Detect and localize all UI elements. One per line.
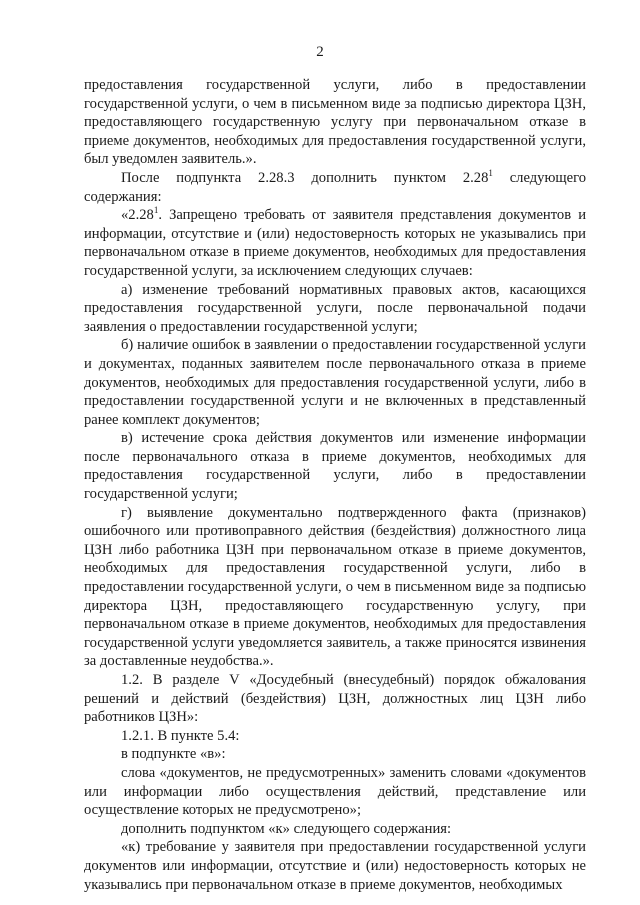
paragraph-text: После подпункта 2.28.3 дополнить пунктом 2.28	[121, 169, 489, 186]
paragraph-subpoint-v-heading: в подпункте «в»:	[121, 746, 226, 763]
paragraph-replace-words: слова «документов, не предусмотренных» заменить словами «документов или информации либо осуществления действий, представление или осуществление которых не предусмотрено»;	[84, 764, 586, 819]
superscript: 1	[153, 205, 159, 216]
paragraph-text: . Запрещено требовать от заявителя представления документов и информации, отсутствие и (или) недостоверность которых не указывались при первоначальном отказе в приеме документов, необходимых для предоставления государственной услуги, за исключением следующих случаев:	[84, 207, 586, 279]
paragraph-text: следующего содержания:	[84, 169, 587, 205]
paragraph-point-2-28-1	[84, 206, 586, 280]
paragraph-section-1-2: 1.2. В разделе V «Досудебный (внесудебный) порядок обжалования решений и действий (бездействия) ЦЗН, должностных лиц ЦЗН либо работников ЦЗН»:	[84, 672, 586, 726]
paragraph-subpoint-k: «к) требование у заявителя при предоставлении государственной услуги документов или информации, отсутствие и (или) недостоверность которых не указывались при первоначальном отказе в приеме документов, необходимых	[84, 839, 586, 893]
paragraph-subpoint-a: а) изменение требований нормативных правовых актов, касающихся предоставления государственной услуги, после первоначальной подачи заявления о предоставлении государственной услуги;	[84, 281, 586, 335]
paragraph-subpoint-b: б) наличие ошибок в заявлении о предоставлении государственной услуги и документах, поданных заявителем после первоначального отказа в приеме документов, необходимых для предоставления государственной услуги, либо в предоставлении государственной услуги и не включенных в представленный ранее комплект документов;	[84, 337, 586, 428]
paragraph-continuation: предоставления государственной услуги, либо в предоставлении государственной услуги, о чем в письменном виде за подписью директора ЦЗН, предоставляющего государственную услугу при первоначальном отказе в приеме документов, необходимых для предоставления государственной услуги, был уведомлен заявитель.».	[84, 77, 586, 168]
paragraph-text: «2.28	[121, 207, 154, 224]
page-number: 2	[316, 44, 324, 60]
paragraph-add-subpoint-k: дополнить подпунктом «к» следующего содержания:	[121, 820, 452, 837]
document-body	[84, 76, 586, 894]
paragraph-subpoint-v: в) истечение срока действия документов или изменение информации после первоначального отказа в приеме документов, необходимых для предоставления государственной услуги, либо в предоставлении государственной услуги;	[84, 430, 586, 503]
paragraph-subpoint-g: г) выявление документально подтвержденного факта (признаков) ошибочного или противоправного действия (бездействия) должностного лица ЦЗН либо работника ЦЗН при первоначальном отказе в приеме документов, необходимых для предоставления государственной услуги, либо в предоставлении государственной услуги, о чем в письменном виде за подписью директора ЦЗН, предоставляющего государственную услугу, при первоначальном отказе в приеме документов, необходимых для предоставления государственной услуги уведомляется заявитель, а также приносятся извинения за доставленные неудобства.».	[84, 504, 586, 670]
paragraph-add-point-instruction	[84, 169, 586, 206]
superscript: 1	[488, 167, 493, 178]
paragraph-section-1-2-1: 1.2.1. В пункте 5.4:	[121, 727, 240, 744]
